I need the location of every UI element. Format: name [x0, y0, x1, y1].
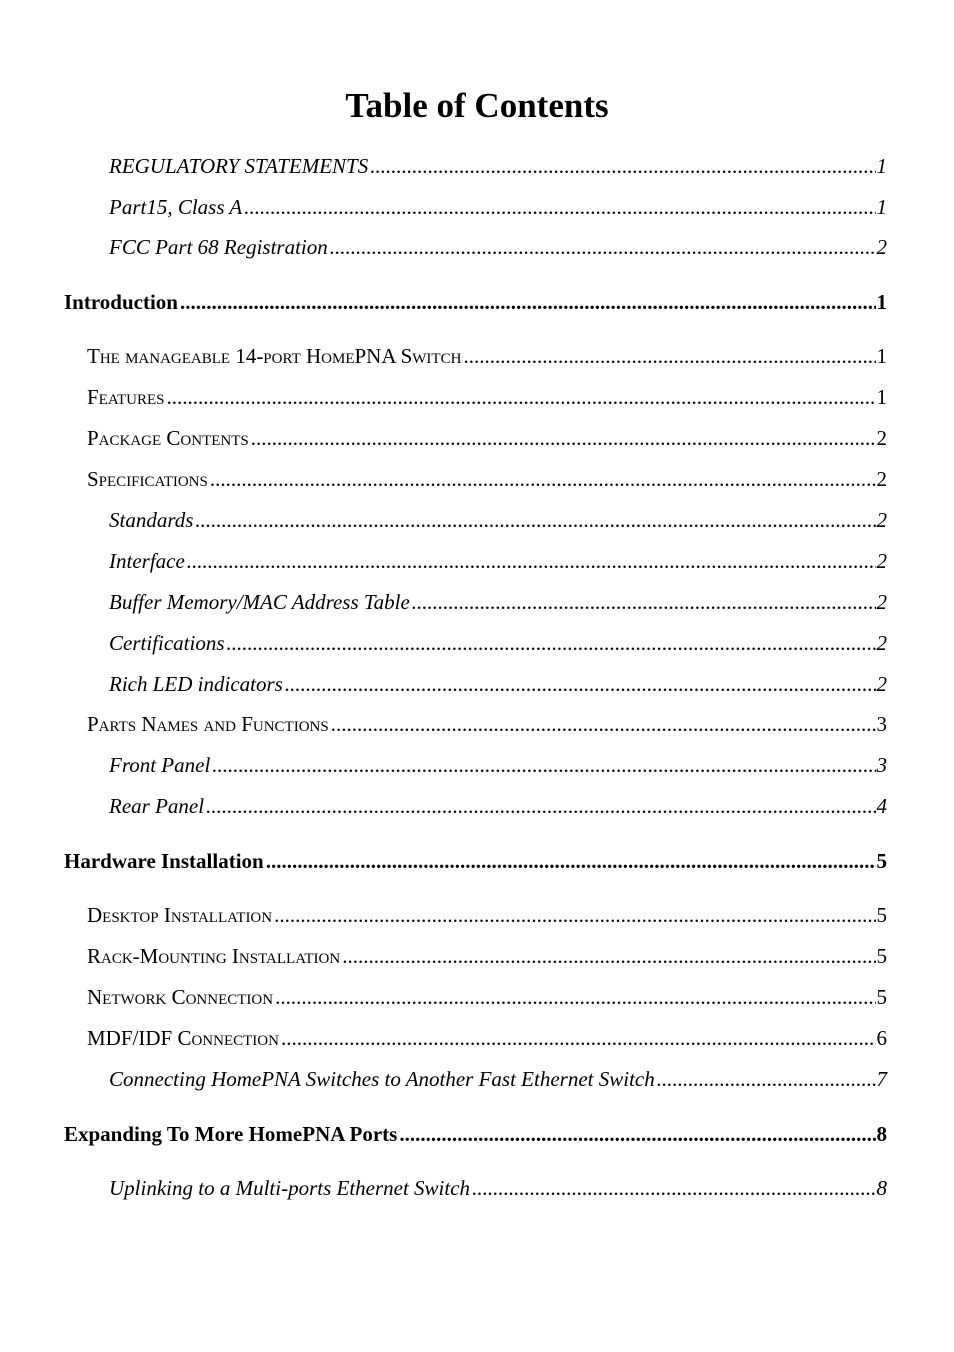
toc-entry-label: Specifications — [87, 467, 208, 491]
toc-entry-label: Certifications — [109, 631, 225, 655]
dot-leader — [657, 1066, 876, 1092]
toc-entry[interactable] — [87, 343, 887, 369]
dot-leader — [275, 984, 875, 1010]
dot-leader — [195, 507, 875, 533]
toc-entry-label: Rear Panel — [109, 794, 205, 818]
toc-entry-page: 2 — [876, 235, 887, 259]
toc-entry-page: 3 — [876, 753, 887, 777]
toc-entry-label: REGULATORY STATEMENTS — [109, 154, 369, 178]
toc-entry-page: 3 — [876, 712, 887, 736]
toc-entry-page: 1 — [876, 385, 887, 409]
dot-leader — [206, 793, 875, 819]
toc-entry-page: 2 — [876, 467, 887, 491]
toc-entry-label: Rack-Mounting Installation — [87, 944, 341, 968]
dot-leader — [285, 671, 876, 697]
dot-leader — [212, 752, 875, 778]
toc-entry[interactable] — [109, 234, 887, 260]
toc-entry-page: 5 — [876, 849, 887, 873]
dot-leader — [266, 848, 876, 874]
dot-leader — [210, 466, 876, 492]
toc-entry-label: Introduction — [64, 290, 178, 314]
toc-entry[interactable] — [87, 1025, 887, 1051]
toc-entry-page: 4 — [876, 794, 887, 818]
toc-entry[interactable] — [109, 793, 887, 819]
toc-entry[interactable] — [87, 902, 887, 928]
toc-entry[interactable] — [64, 848, 887, 874]
toc-entry-label: Part15, Class A — [109, 195, 243, 219]
toc-entry-label: MDF/IDF Connection — [87, 1026, 279, 1050]
toc-entry-page: 2 — [876, 426, 887, 450]
dot-leader — [330, 234, 876, 260]
toc-entry[interactable] — [109, 507, 887, 533]
dot-leader — [244, 194, 875, 220]
dot-leader — [399, 1121, 875, 1147]
toc-entry[interactable] — [87, 943, 887, 969]
toc-entry[interactable] — [87, 384, 887, 410]
toc-entry-page: 6 — [876, 1026, 887, 1050]
toc-entry-label: Hardware Installation — [64, 849, 264, 873]
toc-entry-label: Front Panel — [109, 753, 211, 777]
toc-entry-label: Uplinking to a Multi-ports Ethernet Switch — [109, 1176, 471, 1200]
toc-entry-label: Interface — [109, 549, 185, 573]
toc-entry-label: Features — [87, 385, 165, 409]
toc-entry-page: 5 — [876, 985, 887, 1009]
toc-entry-label: Package Contents — [87, 426, 249, 450]
toc-entry-page: 1 — [876, 344, 887, 368]
toc-entry-label: Desktop Installation — [87, 903, 273, 927]
toc-entry[interactable] — [109, 752, 887, 778]
toc-entry[interactable] — [87, 711, 887, 737]
toc-entry[interactable] — [109, 1175, 887, 1201]
toc-entry[interactable] — [109, 153, 887, 179]
toc-entry[interactable] — [64, 1121, 887, 1147]
dot-leader — [412, 589, 876, 615]
toc-entry-page: 8 — [876, 1122, 887, 1146]
toc-entry-label: FCC Part 68 Registration — [109, 235, 328, 259]
toc-entry[interactable] — [109, 548, 887, 574]
toc-entry-label: Rich LED indicators — [109, 672, 283, 696]
toc-entry-label: Network Connection — [87, 985, 274, 1009]
toc-entry[interactable] — [109, 630, 887, 656]
toc-entry-label: Parts Names and Functions — [87, 712, 329, 736]
dot-leader — [274, 902, 875, 928]
toc-entry[interactable] — [109, 1066, 887, 1092]
dot-leader — [463, 343, 875, 369]
toc-entry-page: 5 — [876, 944, 887, 968]
toc-entry[interactable] — [109, 194, 887, 220]
toc-entry-page: 1 — [876, 154, 887, 178]
toc-entry-page: 2 — [876, 672, 887, 696]
dot-leader — [281, 1025, 876, 1051]
toc-entry-label: Expanding To More HomePNA Ports — [64, 1122, 398, 1146]
dot-leader — [227, 630, 876, 656]
toc-entry-page: 7 — [876, 1067, 887, 1091]
dot-leader — [187, 548, 876, 574]
toc-entry-label: Standards — [109, 508, 194, 532]
toc-entry[interactable] — [109, 589, 887, 615]
dot-leader — [342, 943, 875, 969]
dot-leader — [167, 384, 876, 410]
dot-leader — [331, 711, 876, 737]
toc-entry[interactable] — [87, 984, 887, 1010]
toc-entry[interactable] — [109, 671, 887, 697]
toc-entry-page: 5 — [876, 903, 887, 927]
toc-entry-page: 8 — [876, 1176, 887, 1200]
dot-leader — [472, 1175, 875, 1201]
toc-entry-label: The manageable 14-port HomePNA Switch — [87, 344, 462, 368]
toc-entry-page: 2 — [876, 549, 887, 573]
toc-entry-page: 2 — [876, 590, 887, 614]
toc-entry-label: Connecting HomePNA Switches to Another Fast Ethernet Switch — [109, 1067, 655, 1091]
toc-entry-label: Buffer Memory/MAC Address Table — [109, 590, 410, 614]
dot-leader — [251, 425, 876, 451]
toc-entry[interactable] — [87, 466, 887, 492]
toc-entry[interactable] — [64, 289, 887, 315]
page-title: Table of Contents — [345, 86, 609, 125]
toc-entry[interactable] — [87, 425, 887, 451]
toc-entry-page: 2 — [876, 508, 887, 532]
dot-leader — [370, 153, 875, 179]
toc-entry-page: 1 — [876, 290, 887, 314]
toc-entry-page: 1 — [876, 195, 887, 219]
toc-entry-page: 2 — [876, 631, 887, 655]
dot-leader — [180, 289, 876, 315]
